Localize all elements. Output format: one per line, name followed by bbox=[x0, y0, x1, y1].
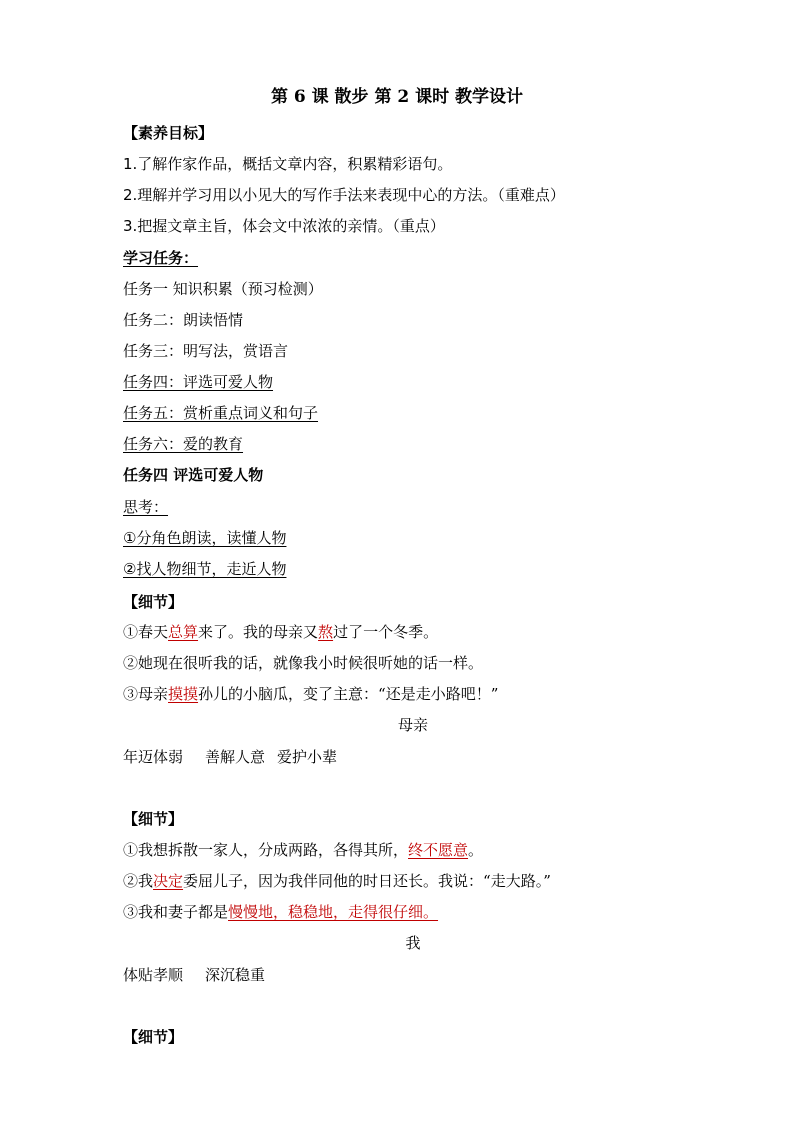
detail2-sentence-1 bbox=[123, 840, 483, 860]
detail1-sentence-2: ②她现在很听我的话，就像我小时候很听她的话一样。 bbox=[123, 654, 484, 672]
task-item-2: 任务二：朗读悟情 bbox=[123, 311, 244, 329]
detail1-heading: 【细节】 bbox=[123, 593, 184, 611]
detail1-trait-2: 善解人意 bbox=[205, 748, 266, 766]
detail1-s1-highlight-1: 总算 bbox=[168, 623, 199, 641]
detail1-s1-highlight-2: 熬 bbox=[318, 623, 334, 641]
detail2-trait-1: 体贴孝顺 bbox=[123, 966, 184, 984]
task-item-4: 任务四：评选可爱人物 bbox=[123, 373, 274, 391]
detail2-s2-a: ②我 bbox=[123, 872, 154, 890]
detail1-sentence-1 bbox=[123, 622, 438, 642]
detail1-person: 母亲 bbox=[397, 716, 428, 734]
detail2-s3-a: ③我和妻子都是 bbox=[123, 903, 229, 921]
task-item-5: 任务五：赏析重点词义和句子 bbox=[123, 404, 319, 422]
detail2-s2-highlight: 决定 bbox=[153, 872, 184, 890]
detail2-person: 我 bbox=[405, 934, 421, 952]
detail2-traits bbox=[123, 965, 265, 985]
detail1-s3-c: 孙儿的小脑瓜，变了主意：“还是走小路吧！” bbox=[198, 685, 499, 703]
detail3-heading: 【细节】 bbox=[123, 1028, 184, 1046]
detail1-sentence-3 bbox=[123, 684, 498, 704]
detail1-s3-a: ③母亲 bbox=[123, 685, 169, 703]
tasks-heading: 学习任务： bbox=[123, 249, 199, 267]
detail2-sentence-2 bbox=[123, 871, 551, 891]
detail2-s1-c: 。 bbox=[468, 841, 484, 859]
detail2-s3-highlight: 慢慢地，稳稳地，走得很仔细。 bbox=[228, 903, 439, 921]
detail2-s2-c: 委屈儿子，因为我伴同他的时日还长。我说：“走大路。” bbox=[183, 872, 551, 890]
detail1-traits bbox=[123, 747, 337, 767]
detail2-trait-2: 深沉稳重 bbox=[205, 966, 266, 984]
task4-heading: 任务四 评选可爱人物 bbox=[123, 466, 264, 484]
detail2-sentence-3 bbox=[123, 902, 438, 922]
task-item-1: 任务一 知识积累（预习检测） bbox=[123, 280, 323, 298]
detail1-s1-c: 来了。我的母亲又 bbox=[198, 623, 319, 641]
detail2-s1-a: ①我想拆散一家人，分成两路，各得其所， bbox=[123, 841, 409, 859]
literacy-goals-heading: 【素养目标】 bbox=[123, 124, 214, 142]
detail2-s1-highlight: 终不愿意 bbox=[408, 841, 469, 859]
goal-item-3: 3.把握文章主旨，体会文中浓浓的亲情。（重点） bbox=[123, 217, 445, 235]
think-label: 思考： bbox=[123, 498, 169, 516]
task-item-6: 任务六：爱的教育 bbox=[123, 435, 244, 453]
detail1-s1-e: 过了一个冬季。 bbox=[333, 623, 439, 641]
detail1-s1-a: ①春天 bbox=[123, 623, 169, 641]
document-title: 第 6 课 散步 第 2 课时 教学设计 bbox=[270, 87, 524, 107]
goal-item-2: 2.理解并学习用以小见大的写作手法来表现中心的方法。（重难点） bbox=[123, 186, 565, 204]
detail2-heading: 【细节】 bbox=[123, 810, 184, 828]
task-item-3: 任务三：明写法，赏语言 bbox=[123, 342, 289, 360]
think-item-1: ①分角色朗读，读懂人物 bbox=[123, 529, 287, 547]
goal-item-1: 1.了解作家作品，概括文章内容，积累精彩语句。 bbox=[123, 155, 453, 173]
detail1-trait-3: 爱护小辈 bbox=[277, 748, 338, 766]
think-item-2: ②找人物细节，走近人物 bbox=[123, 560, 287, 578]
detail1-s3-highlight: 摸摸 bbox=[168, 685, 199, 703]
detail1-trait-1: 年迈体弱 bbox=[123, 748, 184, 766]
